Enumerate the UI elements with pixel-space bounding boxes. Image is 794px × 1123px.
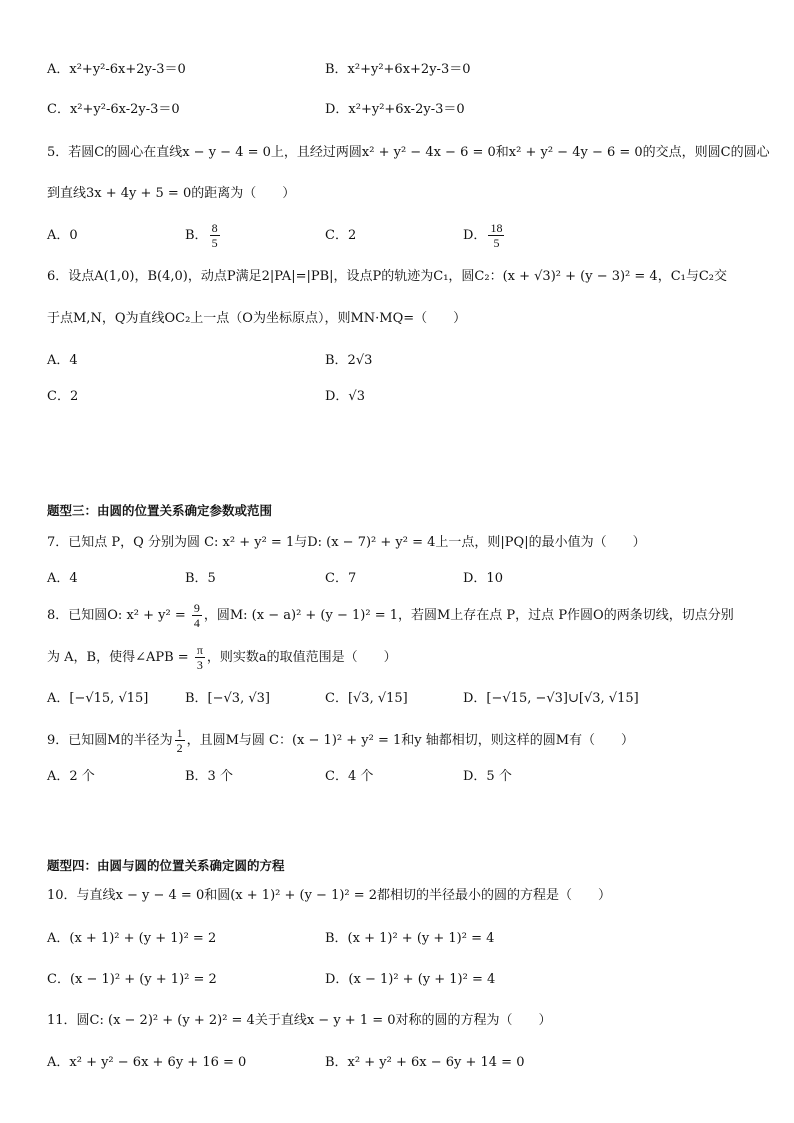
q6-stem-line2: 于点M,N，Q为直线OC₂上一点（O为坐标原点），则MN·MQ=（ ） [47, 311, 467, 326]
q5-d-denominator: 5 [493, 236, 500, 250]
q9-option-c: C．4 个 [325, 769, 374, 784]
q11-stem: 11．圆C: (x − 2)² + (y + 2)² = 4关于直线x − y + 1 = 0对称的圆的方程为（ ） [47, 1013, 552, 1028]
q8-option-b: B．[−√3, √3] [185, 691, 270, 706]
q5-b-denominator: 5 [211, 236, 218, 250]
q7-option-a: A．4 [47, 571, 78, 586]
q8-line2-start: 为 A，B，使得∠APB = [47, 650, 193, 665]
q5-option-d-fraction [488, 221, 504, 250]
q11-option-b: B．x² + y² + 6x − 6y + 14 = 0 [325, 1055, 525, 1070]
q10-option-d: D．(x − 1)² + (y + 1)² = 4 [325, 972, 496, 987]
q5-option-d [463, 216, 506, 256]
q8-fraction-nine-quarters [192, 601, 202, 630]
q6-option-a: A．4 [47, 353, 78, 368]
q4-option-c: C．x²+y²-6x-2y-3＝0 [47, 102, 180, 117]
q8-frac1-denominator: 4 [193, 616, 200, 630]
q9-option-d: D．5 个 [463, 769, 512, 784]
q6-option-d: D．√3 [325, 389, 365, 404]
q7-option-c: C．7 [325, 571, 357, 586]
q9-option-b: B．3 个 [185, 769, 233, 784]
q5-option-b-fraction [210, 221, 220, 250]
q8-line1-start: 8．已知圆O: x² + y² = [47, 608, 190, 623]
q10-stem: 10．与直线x − y − 4 = 0和圆(x + 1)² + (y − 1)² = 2都相切的半径最小的圆的方程是（ ） [47, 888, 612, 903]
q5-d-numerator: 18 [490, 221, 503, 235]
section-3-heading: 题型三：由圆的位置关系确定参数或范围 [47, 503, 273, 518]
q7-option-d: D．10 [463, 571, 503, 586]
q9-fraction-one-half [175, 726, 185, 755]
q10-option-c: C．(x − 1)² + (y + 1)² = 2 [47, 972, 217, 987]
q8-stem-line2 [47, 638, 397, 678]
q10-option-b: B．(x + 1)² + (y + 1)² = 4 [325, 931, 495, 946]
q5-option-b-label: B． [185, 228, 208, 243]
q8-fraction-pi-thirds [195, 643, 205, 672]
q5-option-b [185, 216, 222, 256]
q8-frac2-denominator: 3 [196, 658, 203, 672]
q8-frac1-numerator: 9 [193, 601, 200, 615]
q8-option-d: D．[−√15, −√3]∪[√3, √15] [463, 691, 639, 706]
q5-option-a: A．0 [47, 228, 78, 243]
q4-option-b: B．x²+y²+6x+2y-3＝0 [325, 62, 471, 77]
q8-line1-end: ，圆M: (x − a)² + (y − 1)² = 1，若圆M上存在点 P，过点 P作圆O的两条切线，切点分别 [203, 608, 734, 623]
q8-option-c: C．[√3, √15] [325, 691, 408, 706]
q9-frac-denominator: 2 [176, 741, 183, 755]
q9-line1-start: 9．已知圆M的半径为 [47, 733, 173, 748]
q11-option-a: A．x² + y² − 6x + 6y + 16 = 0 [47, 1055, 247, 1070]
q5-stem-line2: 到直线3x + 4y + 5 = 0的距离为（ ） [47, 186, 296, 201]
q4-option-a: A．x²+y²-6x+2y-3＝0 [47, 62, 186, 77]
q9-line1-end: ，且圆M与圆 C：(x − 1)² + y² = 1和y 轴都相切，则这样的圆M有（ ） [186, 733, 635, 748]
q9-frac-numerator: 1 [176, 726, 183, 740]
q8-frac2-numerator: π [196, 643, 203, 657]
q5-b-numerator: 8 [211, 221, 218, 235]
q6-stem-line1: 6．设点A(1,0)，B(4,0)，动点P满足2|PA|=|PB|，设点P的轨迹为C₁，圆C₂：(x + √3)² + (y − 3)² = 4，C₁与C₂交 [47, 269, 728, 284]
q9-stem [47, 721, 634, 761]
q7-option-b: B．5 [185, 571, 216, 586]
q5-stem-line1: 5．若圆C的圆心在直线x − y − 4 = 0上，且经过两圆x² + y² − 4x − 6 = 0和x² + y² − 4y − 6 = 0的交点，则圆C的圆心 [47, 145, 770, 160]
q6-option-b: B．2√3 [325, 353, 373, 368]
q8-line2-end: ，则实数a的取值范围是（ ） [206, 650, 397, 665]
section-4-heading: 题型四：由圆与圆的位置关系确定圆的方程 [47, 858, 285, 873]
q8-option-a: A．[−√15, √15] [47, 691, 149, 706]
q5-option-c: C．2 [325, 228, 357, 243]
q8-stem-line1 [47, 596, 734, 636]
q6-option-c: C．2 [47, 389, 79, 404]
q10-option-a: A．(x + 1)² + (y + 1)² = 2 [47, 931, 217, 946]
q9-option-a: A．2 个 [47, 769, 95, 784]
q4-option-d: D．x²+y²+6x-2y-3＝0 [325, 102, 465, 117]
q7-stem: 7．已知点 P，Q 分别为圆 C: x² + y² = 1与D: (x − 7)² + y² = 4上一点，则|PQ|的最小值为（ ） [47, 535, 646, 550]
q5-option-d-label: D． [463, 228, 487, 243]
